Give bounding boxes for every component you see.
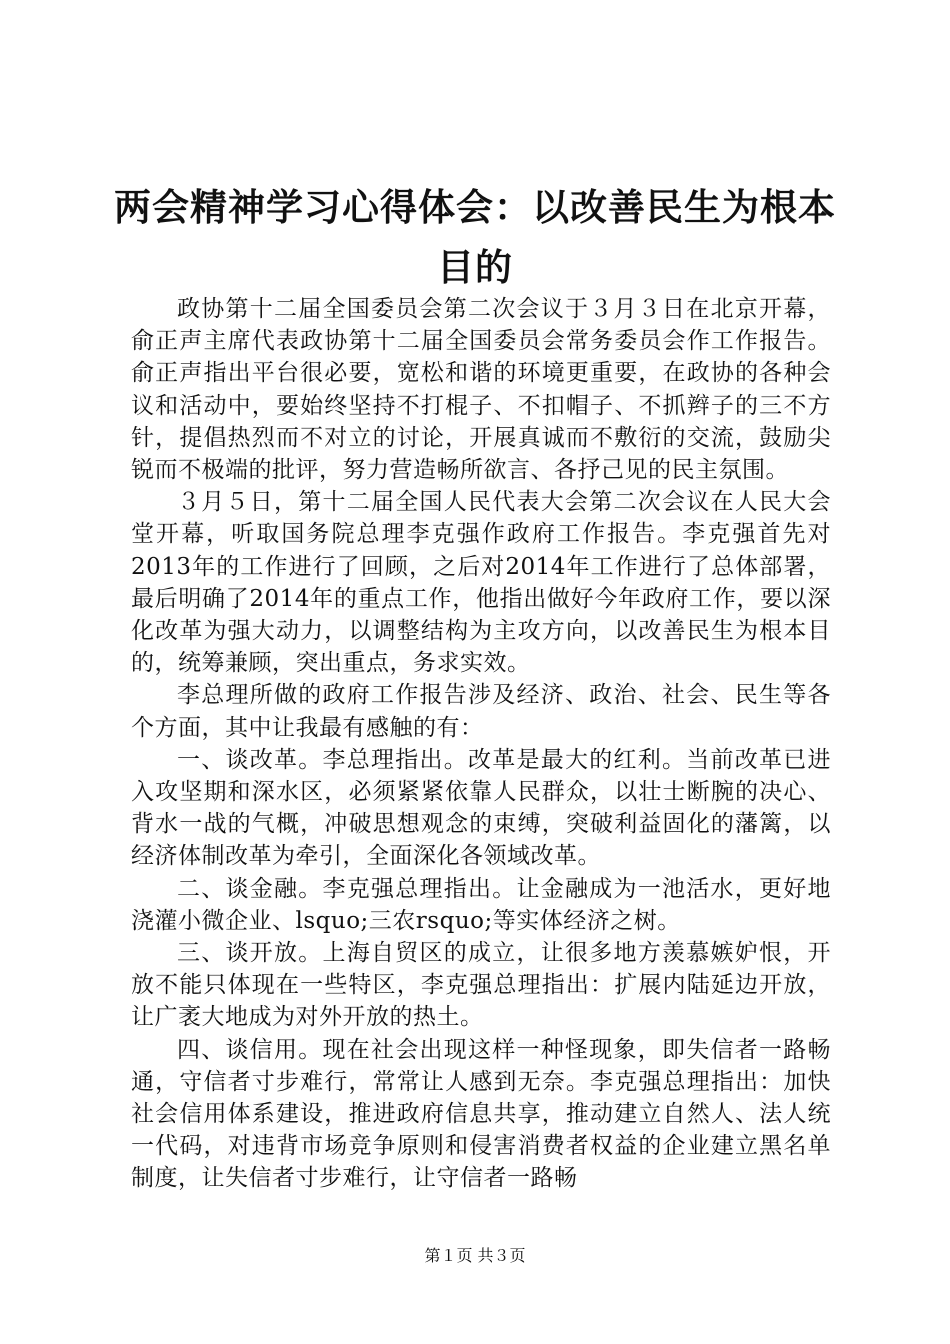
paragraph-npc-meeting: ３月５日，第十二届全国人民代表大会第二次会议在人民大会堂开幕，听取国务院总理李克强作政府工作报告。李克强首先对2013年的工作进行了回顾，之后对2014年工作进行了总体部署，最后明确了2014年的重点工作，他指出做好今年政府工作，要以深化改革为强大动力，以调整结构为主攻方向，以改善民生为根本目的，统筹兼顾，突出重点，务求实效。 bbox=[131, 489, 831, 677]
paragraph-finance: 二、谈金融。李克强总理指出。让金融成为一池活水，更好地浇灌小微企业、lsquo;三农rsquo;等实体经济之树。 bbox=[131, 875, 831, 934]
paragraph-reform: 一、谈改革。李总理指出。改革是最大的红利。当前改革已进入攻坚期和深水区，必须紧紧依靠人民群众，以壮士断腕的决心、背水一战的气概，冲破思想观念的束缚，突破利益固化的藩篱，以经济体制改革为牵引，全面深化各领域改革。 bbox=[131, 746, 831, 870]
paragraph-report-overview: 李总理所做的政府工作报告涉及经济、政治、社会、民生等各个方面，其中让我最有感触的有： bbox=[131, 682, 831, 741]
document-body bbox=[131, 293, 831, 1195]
paragraph-credit: 四、谈信用。现在社会出现这样一种怪现象，即失信者一路畅通，守信者寸步难行，常常让人感到无奈。李克强总理指出：加快社会信用体系建设，推进政府信息共享，推动建立自然人、法人统一代码，对违背市场竞争原则和侵害消费者权益的企业建立黑名单制度，让失信者寸步难行，让守信者一路畅 bbox=[131, 1036, 831, 1192]
paragraph-cppcc-meeting: 政协第十二届全国委员会第二次会议于３月３日在北京开幕，俞正声主席代表政协第十二届全国委员会常务委员会作工作报告。俞正声指出平台很必要，宽松和谐的环境更重要，在政协的各种会议和活动中，要始终坚持不打棍子、不扣帽子、不抓辫子的三不方针，提倡热烈而不对立的讨论，开展真诚而不敷衍的交流，鼓励尖锐而不极端的批评，努力营造畅所欲言、各抒己见的民主氛围。 bbox=[131, 296, 831, 484]
paragraph-opening-up: 三、谈开放。上海自贸区的成立，让很多地方羡慕嫉妒恨，开放不能只体现在一些特区，李克强总理指出：扩展内陆延边开放，让广袤大地成为对外开放的热土。 bbox=[131, 940, 831, 1031]
document-title: 两会精神学习心得体会：以改善民生为根本目的 bbox=[114, 186, 836, 289]
page-number-footer: 第１页 共３页 bbox=[424, 1246, 526, 1265]
